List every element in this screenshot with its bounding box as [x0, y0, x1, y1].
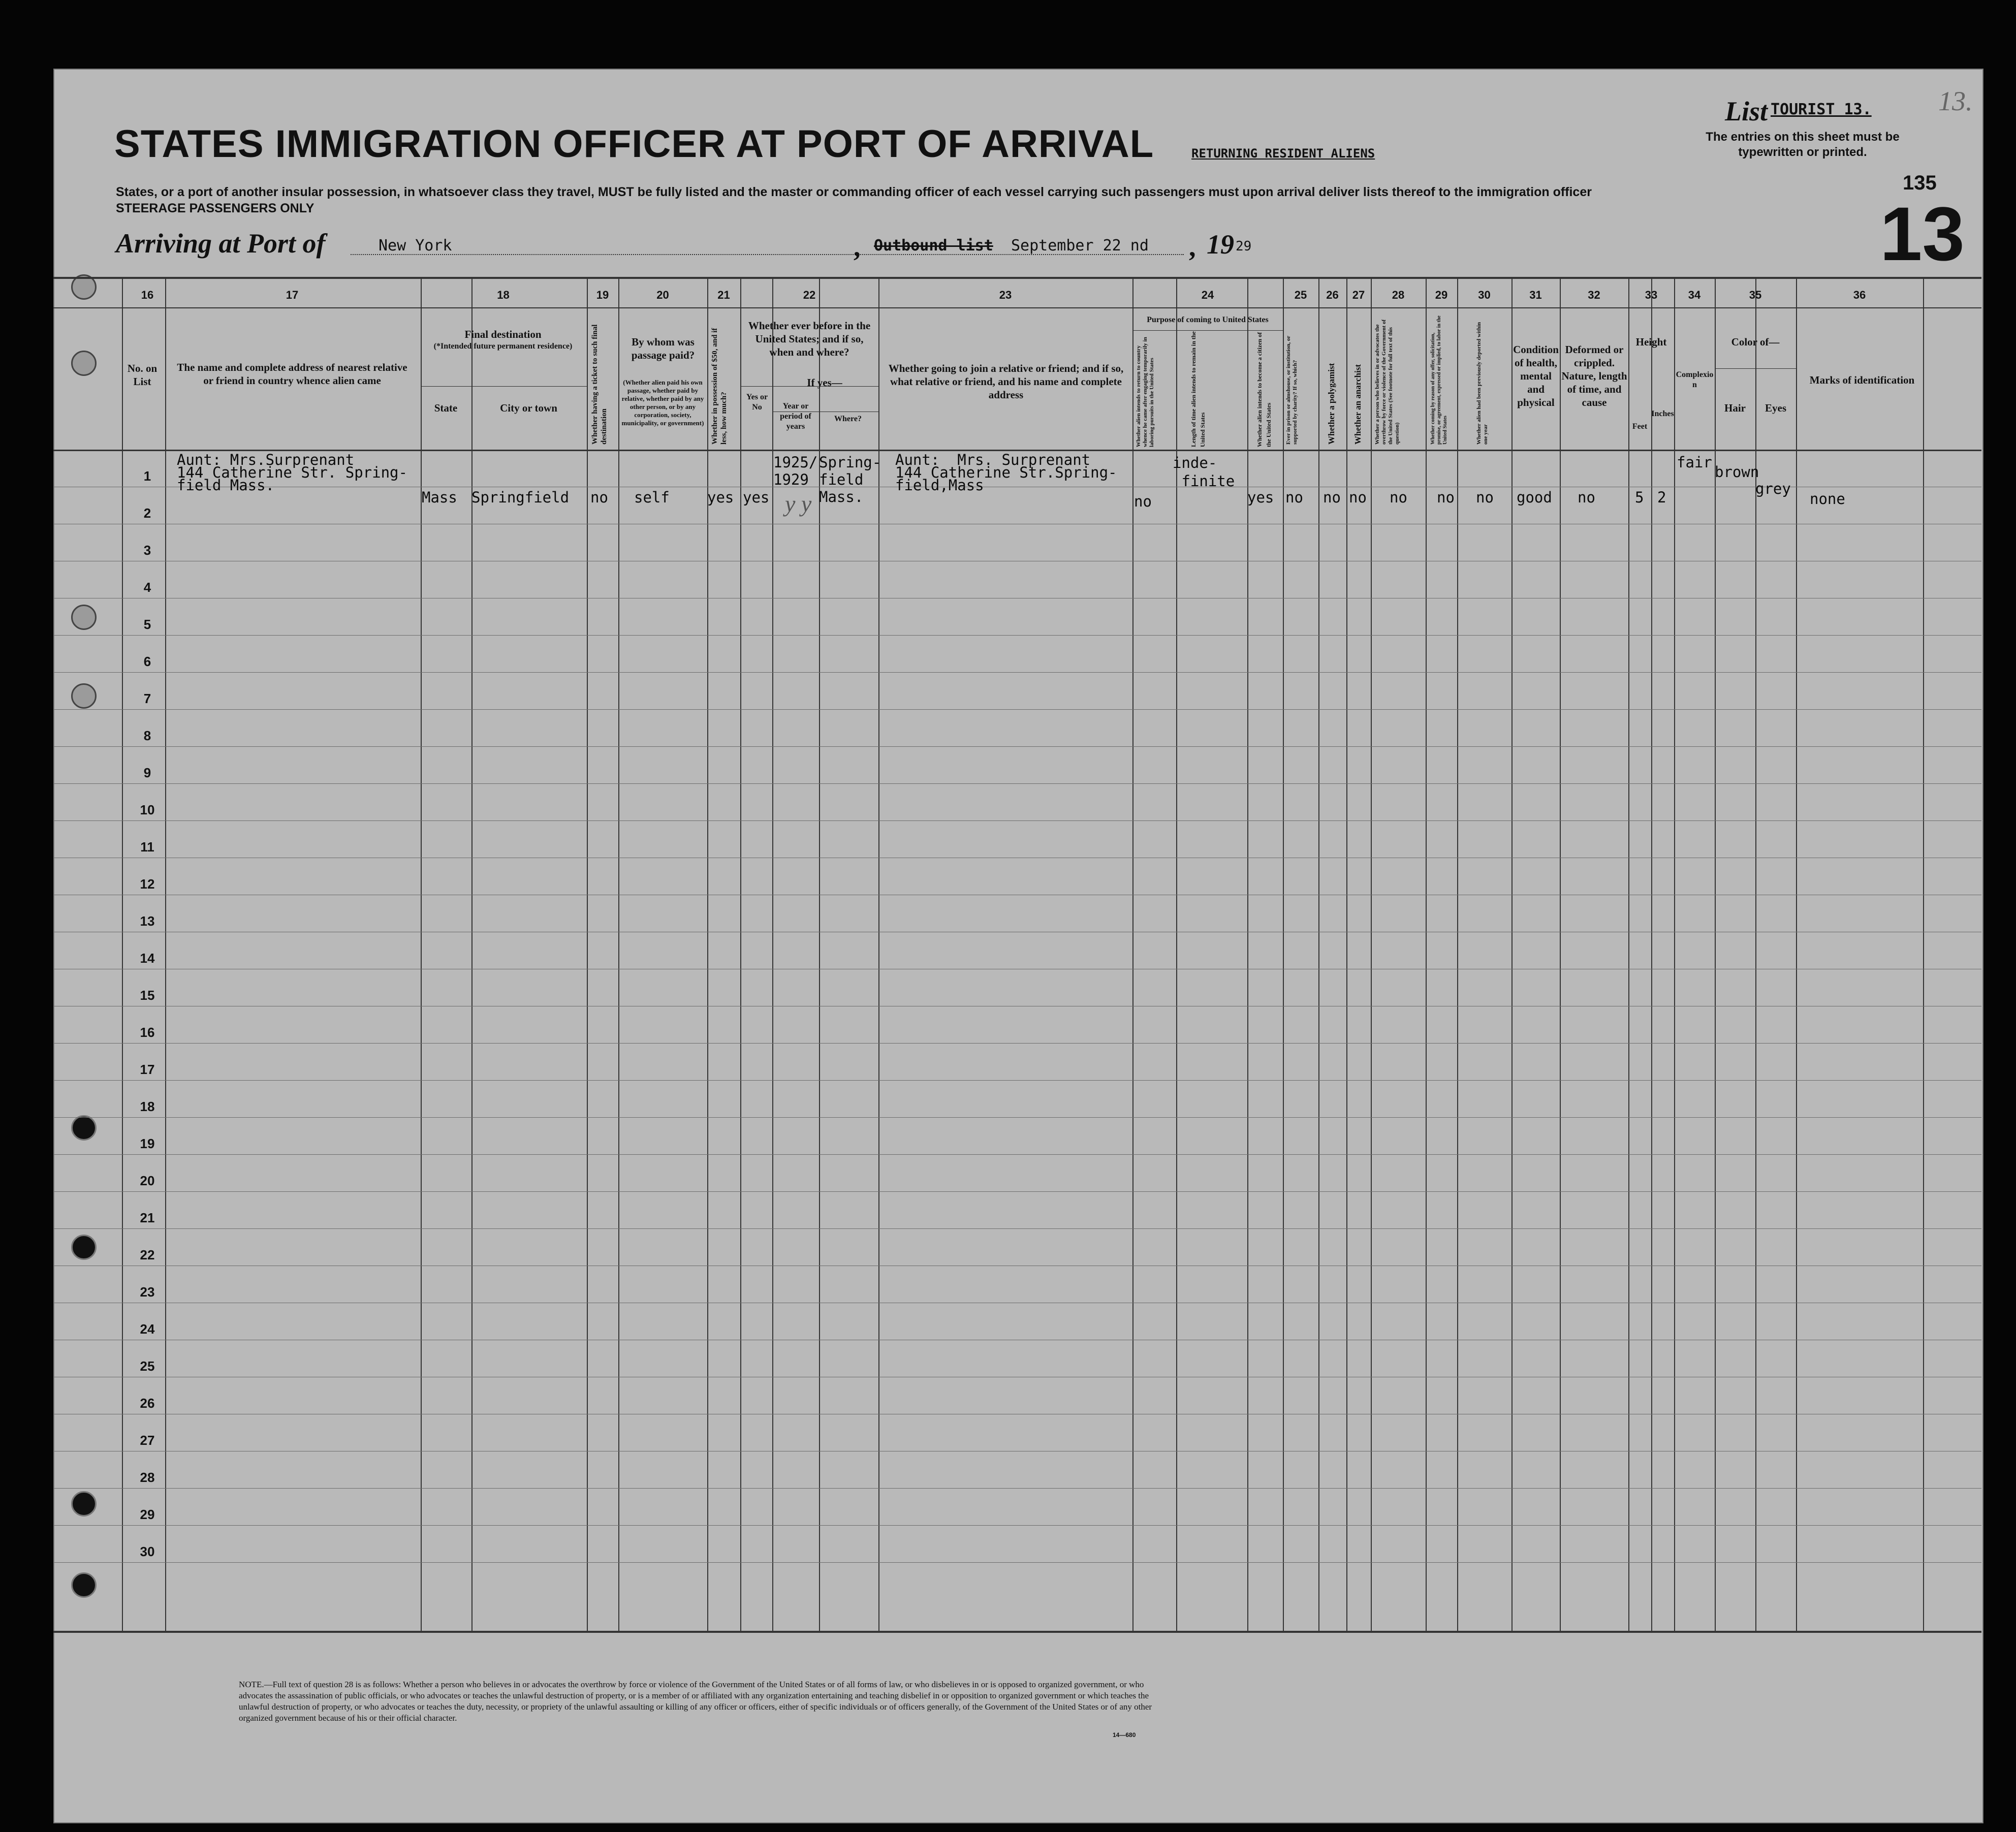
header-height: Height [1635, 336, 1667, 348]
header-ticket: Whether having a ticket to such final destination [591, 324, 608, 445]
port-value: New York [379, 237, 452, 255]
column-number: 20 [656, 289, 669, 301]
row-number: 23 [140, 1284, 155, 1300]
entry-prison: no [1285, 489, 1303, 506]
header-passage-paid: By whom was passage paid? [631, 336, 695, 361]
subheader-line [1715, 368, 1796, 369]
entry-deported: no [1476, 489, 1494, 506]
column-number: 35 [1749, 289, 1762, 301]
entry-handwritten-mark: y y [785, 491, 812, 517]
header-health: Condition of health, mental and physical [1513, 343, 1559, 408]
page-number: 135 [1903, 172, 1937, 194]
punch-hole [71, 1572, 97, 1598]
column-line [1674, 277, 1675, 1631]
punch-hole [71, 683, 97, 709]
column-number: 34 [1688, 289, 1701, 301]
subheader-line [421, 386, 587, 387]
header-return-intent: Whether alien intends to return to country whence he came after engaging temporarily in laboring pursuits in the United States [1136, 337, 1155, 447]
year-prefix: 19 [1207, 229, 1234, 260]
header-deformed: Deformed or crippled. Nature, length of time, and cause [1561, 343, 1627, 408]
punch-hole [71, 351, 97, 376]
entry-relative: Aunt: Mrs.Surprenant 144 Catherine Str. Spring- field Mass. [177, 451, 407, 494]
column-line [1346, 277, 1347, 1631]
column-line [1247, 277, 1248, 1631]
row-number: 28 [140, 1470, 155, 1485]
entry-polygamist: no [1323, 489, 1341, 506]
footnote-code: 14—680 [1113, 1731, 1136, 1739]
comma: , [854, 232, 861, 262]
row-number: 7 [143, 691, 151, 706]
header-where: Where? [834, 415, 862, 423]
column-number: 24 [1201, 289, 1214, 301]
column-number: 28 [1392, 289, 1405, 301]
entry-ticket: no [590, 489, 608, 506]
column-number: 22 [803, 289, 816, 301]
row-number: 13 [140, 913, 155, 929]
column-number: 25 [1294, 289, 1307, 301]
row-number: 18 [140, 1099, 155, 1114]
entry-marks: none [1810, 490, 1845, 508]
header-final-destination: Final destination [464, 328, 542, 340]
row-number: 11 [140, 839, 154, 855]
column-line [1283, 277, 1284, 1631]
entry-return-intent: no [1134, 493, 1152, 510]
column-number: 16 [141, 289, 154, 301]
row-number: 22 [140, 1247, 155, 1262]
row-line [53, 1154, 1981, 1155]
header-before-in-us: Whether ever before in the United States; and if so, when and where? [748, 320, 871, 358]
row-number: 26 [140, 1396, 155, 1411]
instructions-line: States, or a port of another insular possession, in whatsoever class they travel, MUST be fully listed and the master or commanding officer of each vessel carrying such passengers must upon arrival deliver lists thereof to the immigration officer [116, 185, 1592, 199]
column-line [1628, 277, 1629, 1631]
header-complexion: Complexion [1676, 370, 1714, 389]
header-final-destination-note: (*Intended future permanent residence) [433, 342, 573, 351]
entry-deformed: no [1578, 489, 1595, 506]
column-line [1796, 277, 1797, 1631]
column-number: 32 [1588, 289, 1600, 301]
header-anarchist: Whether an anarchist [1353, 364, 1363, 445]
row-line [53, 1117, 1981, 1118]
column-line [1371, 277, 1372, 1631]
row-line [53, 1191, 1981, 1192]
header-years: Year or period of years [780, 402, 811, 431]
punch-hole [71, 605, 97, 630]
row-line [53, 1043, 1981, 1044]
struck-text: Outbound list [874, 237, 993, 255]
entry-state: Mass [422, 489, 457, 506]
entries-note: The entries on this sheet must be typewritten or printed. [1706, 130, 1900, 159]
row-number: 24 [140, 1321, 155, 1337]
entry-eyes: grey [1755, 480, 1791, 497]
row-number: 29 [140, 1507, 155, 1522]
column-number: 23 [999, 289, 1012, 301]
header-q28: Whether a person who believes in or advocates the overthrow by force or violence of the Government of the United States (See footnote for full text of this question) [1374, 319, 1400, 445]
header-feet: Feet [1632, 422, 1648, 431]
row-line [53, 783, 1981, 784]
punch-hole [71, 1235, 97, 1260]
column-line [587, 277, 588, 1631]
column-line [1457, 277, 1458, 1631]
list-handwritten: 13. [1938, 86, 1973, 116]
column-line [1132, 277, 1133, 1631]
row-number: 20 [140, 1173, 155, 1188]
entry-city: Springfield [471, 489, 570, 506]
row-line [53, 1562, 1981, 1563]
row-number: 3 [143, 543, 151, 558]
header-inches: Inches [1651, 409, 1674, 418]
header-citizen-intent: Whether alien intends to become a citizen of the United States [1256, 332, 1272, 447]
footnote: NOTE.—Full text of question 28 is as follows: Whether a person who believes in or advocates the overthrow by force or violence of the Government of the United States or of all forms of law, or who disbelieves in or is opposed to organized government, or who advocates the assassination of public officials, or who advocates or teaches the unlawful destruction of property, or is a member of or affiliated with any organization entertaining and teaching disbelief in or opposition to organized government or which teaches the unlawful destruction of property, or who advocates or teaches the duty, necessity, or propriety of the unlawful assaulting or killing of any officer or officers, either of specific individuals or of officers generally, of the Government of the United States or of any other organized government because of his or their official character. [239, 1680, 1152, 1723]
row-number: 14 [140, 951, 155, 966]
header-joining: Whether going to join a relative or friend; and if so, what relative or friend, and his name and complete address [888, 362, 1124, 401]
column-number: 26 [1326, 289, 1339, 301]
manifest-sheet [53, 69, 1983, 1823]
row-number: 30 [140, 1544, 155, 1559]
entry-inches: 2 [1657, 489, 1666, 506]
header-if-yes: If yes— [807, 376, 842, 389]
column-number: 30 [1478, 289, 1491, 301]
header-hair: Hair [1724, 402, 1746, 414]
column-number: 33 [1645, 289, 1658, 301]
column-number: 29 [1435, 289, 1448, 301]
row-number: 21 [140, 1210, 155, 1225]
header-fifty-dollars: Whether in possession of $50, and if less, how much? [711, 328, 728, 445]
arrival-date: September 22 nd [1011, 237, 1149, 255]
row-line [53, 1080, 1981, 1081]
row-number: 17 [140, 1062, 155, 1077]
column-line [1511, 277, 1513, 1631]
entry-citizen-intent: yes [1247, 489, 1274, 506]
list-value: TOURIST 13. [1771, 101, 1872, 118]
row-line [53, 820, 1981, 821]
row-number: 10 [140, 802, 155, 817]
page-title: STATES IMMIGRATION OFFICER AT PORT OF ARRIVAL [114, 122, 1154, 166]
column-number: 31 [1529, 289, 1542, 301]
entry-hair: brown [1715, 463, 1759, 481]
column-line [740, 277, 741, 1631]
column-number: 21 [717, 289, 730, 301]
entry-has-50: yes [707, 489, 734, 506]
row-number: 19 [140, 1136, 155, 1151]
entry-before-in-us: yes [743, 489, 770, 506]
entry-feet: 5 [1635, 489, 1644, 506]
column-line [707, 277, 708, 1631]
column-line [421, 277, 422, 1631]
row-number: 16 [140, 1025, 155, 1040]
column-number: 36 [1853, 289, 1866, 301]
entry-length-of-stay: inde- finite [1173, 454, 1235, 490]
header-yes-no: Yes or No [746, 393, 768, 412]
column-number: 27 [1352, 289, 1365, 301]
header-list-number: No. on List [127, 362, 158, 388]
entry-q29: no [1437, 489, 1455, 506]
column-number: 17 [286, 289, 299, 301]
header-length-of-stay: Length of time alien intends to remain in the United States [1190, 331, 1206, 447]
row-number: 5 [143, 617, 151, 632]
entry-years: 1925/ 1929 [773, 454, 818, 488]
entry-q28: no [1390, 489, 1407, 506]
year-suffix: 29 [1236, 239, 1252, 254]
column-line [1923, 277, 1924, 1631]
column-line [618, 277, 619, 1631]
sheet-number: 13 [1880, 191, 1965, 276]
entry-anarchist: no [1349, 489, 1367, 506]
header-marks: Marks of identification [1809, 374, 1915, 386]
punch-hole [71, 274, 97, 300]
row-number: 4 [143, 580, 151, 595]
punch-hole [71, 1115, 97, 1141]
column-line [471, 277, 472, 1631]
punch-hole [71, 1491, 97, 1517]
row-line [53, 672, 1981, 673]
column-line [1651, 277, 1652, 1631]
column-number: 18 [497, 289, 510, 301]
instructions [116, 184, 1640, 216]
entry-paid-by: self [634, 489, 670, 506]
header-relative: The name and complete address of nearest relative or friend in country whence alien came [177, 361, 407, 387]
row-number: 9 [143, 765, 151, 780]
header-prison: Ever in prison or almshouse, or institution, or supported by charity? If so, which? [1285, 335, 1298, 445]
header-state: State [434, 402, 458, 414]
row-number: 25 [140, 1359, 155, 1374]
row-number: 8 [143, 728, 151, 743]
row-line [53, 635, 1981, 636]
row-number: 27 [140, 1433, 155, 1448]
header-purpose: Purpose of coming to United States [1147, 315, 1269, 324]
row-number: 15 [140, 988, 155, 1003]
row-number: 6 [143, 654, 151, 669]
header-polygamist: Whether a polygamist [1327, 363, 1336, 445]
list-label: List [1725, 96, 1768, 127]
row-line [53, 1488, 1981, 1489]
entry-joining: Aunt: Mrs. Surprenant 144 Catherine Str.Spring- field,Mass [895, 451, 1117, 494]
header-deported: Whether alien had been previously deported within one year [1476, 322, 1489, 445]
header-city: City or town [500, 402, 557, 414]
row-line [53, 709, 1981, 710]
header-eyes: Eyes [1765, 402, 1786, 414]
row-line [53, 1525, 1981, 1526]
column-number: 19 [596, 289, 609, 301]
entry-health: good [1517, 489, 1552, 506]
entry-complexion: fair [1677, 454, 1712, 471]
row-number: 2 [143, 506, 151, 521]
header-q29: Whether coming by reason of any offer, solicitation, promise, or agreement, expressed or implied, to labor in the United States [1430, 315, 1448, 445]
column-line [1560, 277, 1561, 1631]
page-subtitle: RETURNING RESIDENT ALIENS [1191, 146, 1375, 161]
row-number: 1 [143, 468, 151, 484]
column-line [1426, 277, 1427, 1631]
comma: , [1189, 232, 1196, 262]
row-number: 12 [140, 876, 155, 892]
arriving-label: Arriving at Port of [116, 228, 326, 259]
row-line [53, 1228, 1981, 1229]
instructions-line: STEERAGE PASSENGERS ONLY [116, 201, 314, 215]
column-line [1318, 277, 1319, 1631]
header-passage-paid-note: (Whether alien paid his own passage, whether paid by relative, whether paid by any other person, or by any corporation, society, municipality, or government) [621, 378, 704, 427]
header-color: Color of— [1731, 336, 1780, 348]
entry-where: Spring- field Mass. [819, 454, 881, 506]
row-line [53, 746, 1981, 747]
